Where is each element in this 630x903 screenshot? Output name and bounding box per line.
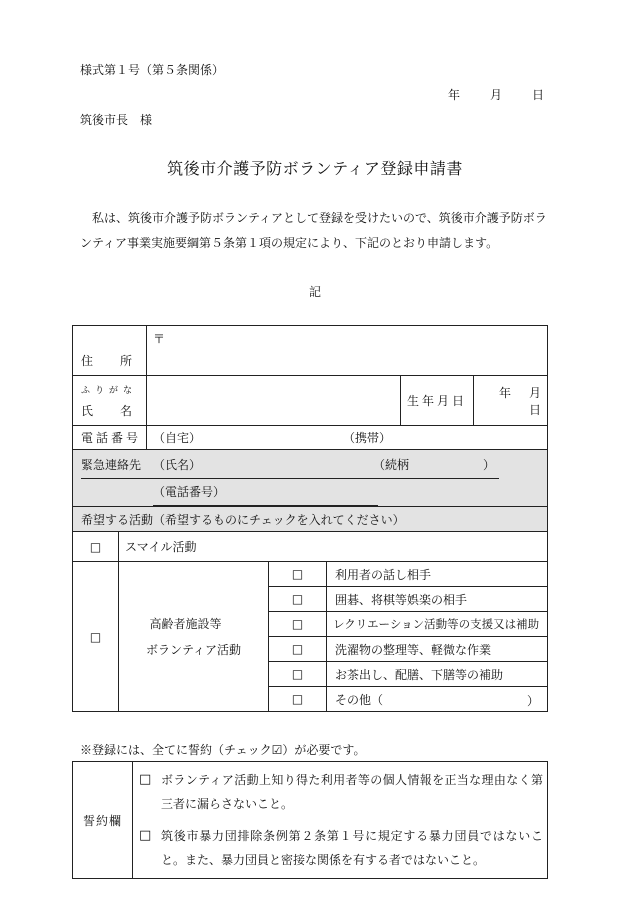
facility-item-checkbox[interactable]: □: [269, 587, 327, 612]
facility-item-checkbox[interactable]: □: [269, 612, 327, 637]
emergency-relation-open: （続柄: [373, 458, 410, 472]
facility-item-2: 囲碁、将棋等娯楽の相手: [327, 587, 548, 612]
oath-checkbox-1[interactable]: □: [139, 772, 152, 787]
date-year: 年: [448, 88, 461, 102]
emergency-line-1: [81, 452, 547, 479]
oath-checkbox-2[interactable]: □: [139, 828, 152, 843]
emergency-phone: （電話番号）: [153, 479, 378, 506]
phone-mobile: （携帯）: [343, 431, 392, 445]
oath-text-2: 筑後市暴力団排除条例第２条第１号に規定する暴力団員ではないこと。また、暴力団員と密接な関係を有する者ではないこと。: [161, 829, 543, 867]
facility-item-3: レクリエーション活動等の支援又は補助: [327, 612, 548, 637]
facility-group-line1: 高齢者施設等: [149, 616, 222, 631]
name-label: 氏 名: [81, 403, 134, 418]
facility-item-checkbox[interactable]: □: [269, 662, 327, 687]
emergency-name-line: [81, 452, 499, 479]
emergency-contact-cell[interactable]: [73, 450, 548, 507]
emergency-label: 緊急連絡先: [81, 458, 142, 472]
smile-checkbox[interactable]: □: [73, 532, 119, 562]
birth-year: 年: [499, 385, 512, 400]
phone-field[interactable]: [147, 426, 548, 450]
phone-home: （自宅）: [153, 431, 202, 445]
other-close: ）: [527, 694, 540, 708]
date-month: 月: [490, 88, 503, 102]
ki-marker: 記: [308, 285, 321, 299]
birthdate-label: 生年月日: [401, 376, 474, 426]
furigana-label: ふりがな: [81, 385, 138, 396]
oath-text-1: ボランティア活動上知り得た利用者等の個人情報を正当な理由なく第三者に漏らさないこと。: [161, 773, 543, 811]
birth-day: 日: [529, 402, 542, 417]
address-label: 住 所: [73, 326, 147, 376]
name-label-cell: [73, 376, 147, 426]
form-number: 様式第１号（第５条関係）: [80, 63, 225, 77]
oath-item-2[interactable]: [133, 820, 547, 876]
application-form-table: [72, 325, 548, 712]
postal-mark: 〒: [153, 332, 166, 346]
emergency-name: （氏名）: [153, 458, 202, 472]
facility-item-6: その他（: [335, 692, 384, 707]
facility-group-line2: ボランティア活動: [145, 642, 242, 657]
oath-items: [133, 762, 548, 879]
intro-paragraph: 私は、筑後市介護予防ボランティアとして登録を受けたいので、筑後市介護予防ボランティア事業実施要綱第５条第１項の規定により、下記のとおり申請します。: [80, 211, 547, 250]
facility-item-checkbox[interactable]: □: [269, 637, 327, 662]
emergency-relation-close: ）: [483, 458, 496, 472]
address-field[interactable]: [147, 326, 548, 376]
oath-label: 誓約欄: [73, 762, 133, 879]
oath-item-1[interactable]: [133, 764, 547, 820]
addressee: 筑後市長 様: [80, 113, 153, 127]
submission-date: [448, 86, 544, 103]
phone-label: 電話番号: [73, 426, 147, 450]
facility-item-other[interactable]: [327, 687, 548, 712]
emergency-line-2: [81, 479, 547, 506]
facility-item-5: お茶出し、配膳、下膳等の補助: [327, 662, 548, 687]
birth-month: 月: [529, 385, 542, 400]
date-day: 日: [532, 88, 545, 102]
facility-item-checkbox[interactable]: □: [269, 687, 327, 712]
page-title: 筑後市介護予防ボランティア登録申請書: [167, 159, 463, 178]
name-field[interactable]: [147, 376, 401, 426]
facility-item-4: 洗濯物の整理等、軽微な作業: [327, 637, 548, 662]
facility-group-label: [119, 562, 269, 712]
activities-header: 希望する活動（希望するものにチェックを入れてください）: [73, 507, 548, 532]
facility-checkbox[interactable]: □: [73, 562, 119, 712]
facility-item-checkbox[interactable]: □: [269, 562, 327, 587]
oath-note: ※登録には、全てに誓約（チェック☑）が必要です。: [80, 743, 366, 757]
facility-item-1: 利用者の話し相手: [327, 562, 548, 587]
birthdate-field[interactable]: [474, 376, 548, 426]
smile-activity-label: スマイル活動: [119, 532, 548, 562]
oath-table: [72, 761, 548, 879]
